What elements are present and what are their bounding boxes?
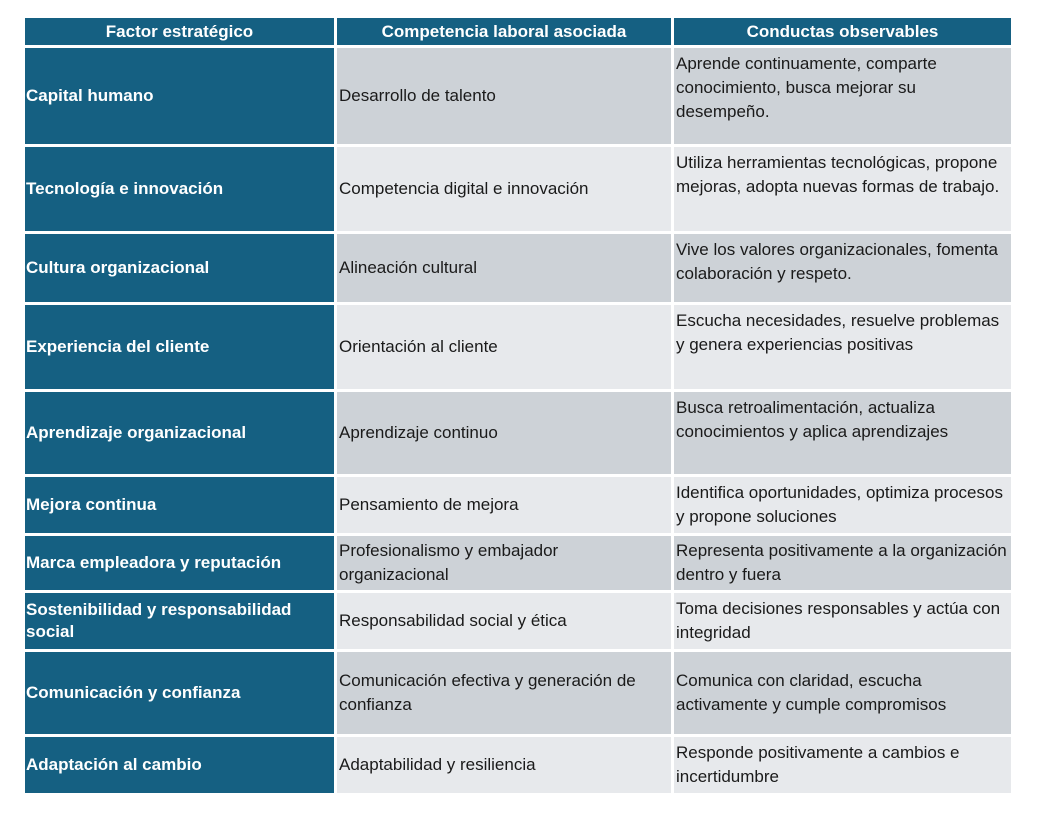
factor-cell: Capital humano [25, 48, 334, 144]
behaviors-cell: Comunica con claridad, escucha activamente y cumple compromisos [674, 652, 1011, 734]
behaviors-cell: Escucha necesidades, resuelve problemas y genera experiencias positivas [674, 305, 1011, 389]
header-factor: Factor estratégico [25, 18, 334, 45]
table-header-row [25, 18, 1011, 45]
competence-cell: Adaptabilidad y resiliencia [337, 737, 671, 793]
table-row [25, 652, 1011, 734]
behaviors-cell: Utiliza herramientas tecnológicas, propone mejoras, adopta nuevas formas de trabajo. [674, 147, 1011, 231]
table-row [25, 536, 1011, 590]
factor-cell: Comunicación y confianza [25, 652, 334, 734]
competence-cell: Aprendizaje continuo [337, 392, 671, 474]
factor-cell: Mejora continua [25, 477, 334, 533]
behaviors-cell: Representa positivamente a la organización dentro y fuera [674, 536, 1011, 590]
behaviors-cell: Toma decisiones responsables y actúa con integridad [674, 593, 1011, 649]
behaviors-cell: Busca retroalimentación, actualiza conocimientos y aplica aprendizajes [674, 392, 1011, 474]
header-behaviors: Conductas observables [674, 18, 1011, 45]
table-row [25, 392, 1011, 474]
competence-cell: Orientación al cliente [337, 305, 671, 389]
table-row [25, 147, 1011, 231]
competencies-table [22, 15, 1014, 796]
factor-cell: Experiencia del cliente [25, 305, 334, 389]
competence-cell: Comunicación efectiva y generación de confianza [337, 652, 671, 734]
competence-cell: Pensamiento de mejora [337, 477, 671, 533]
behaviors-cell: Aprende continuamente, comparte conocimiento, busca mejorar su desempeño. [674, 48, 1011, 144]
competence-cell: Responsabilidad social y ética [337, 593, 671, 649]
table-row [25, 48, 1011, 144]
behaviors-cell: Vive los valores organizacionales, fomenta colaboración y respeto. [674, 234, 1011, 302]
factor-cell: Aprendizaje organizacional [25, 392, 334, 474]
factor-cell: Cultura organizacional [25, 234, 334, 302]
behaviors-cell: Identifica oportunidades, optimiza procesos y propone soluciones [674, 477, 1011, 533]
factor-cell: Tecnología e innovación [25, 147, 334, 231]
factor-cell: Sostenibilidad y responsabilidad social [25, 593, 334, 649]
competence-cell: Desarrollo de talento [337, 48, 671, 144]
competence-cell: Profesionalismo y embajador organizacional [337, 536, 671, 590]
competence-cell: Competencia digital e innovación [337, 147, 671, 231]
factor-cell: Marca empleadora y reputación [25, 536, 334, 590]
table-row [25, 477, 1011, 533]
table-row [25, 737, 1011, 793]
table-row [25, 305, 1011, 389]
header-competence: Competencia laboral asociada [337, 18, 671, 45]
table-row [25, 234, 1011, 302]
table-row [25, 593, 1011, 649]
behaviors-cell: Responde positivamente a cambios e incertidumbre [674, 737, 1011, 793]
factor-cell: Adaptación al cambio [25, 737, 334, 793]
competence-cell: Alineación cultural [337, 234, 671, 302]
